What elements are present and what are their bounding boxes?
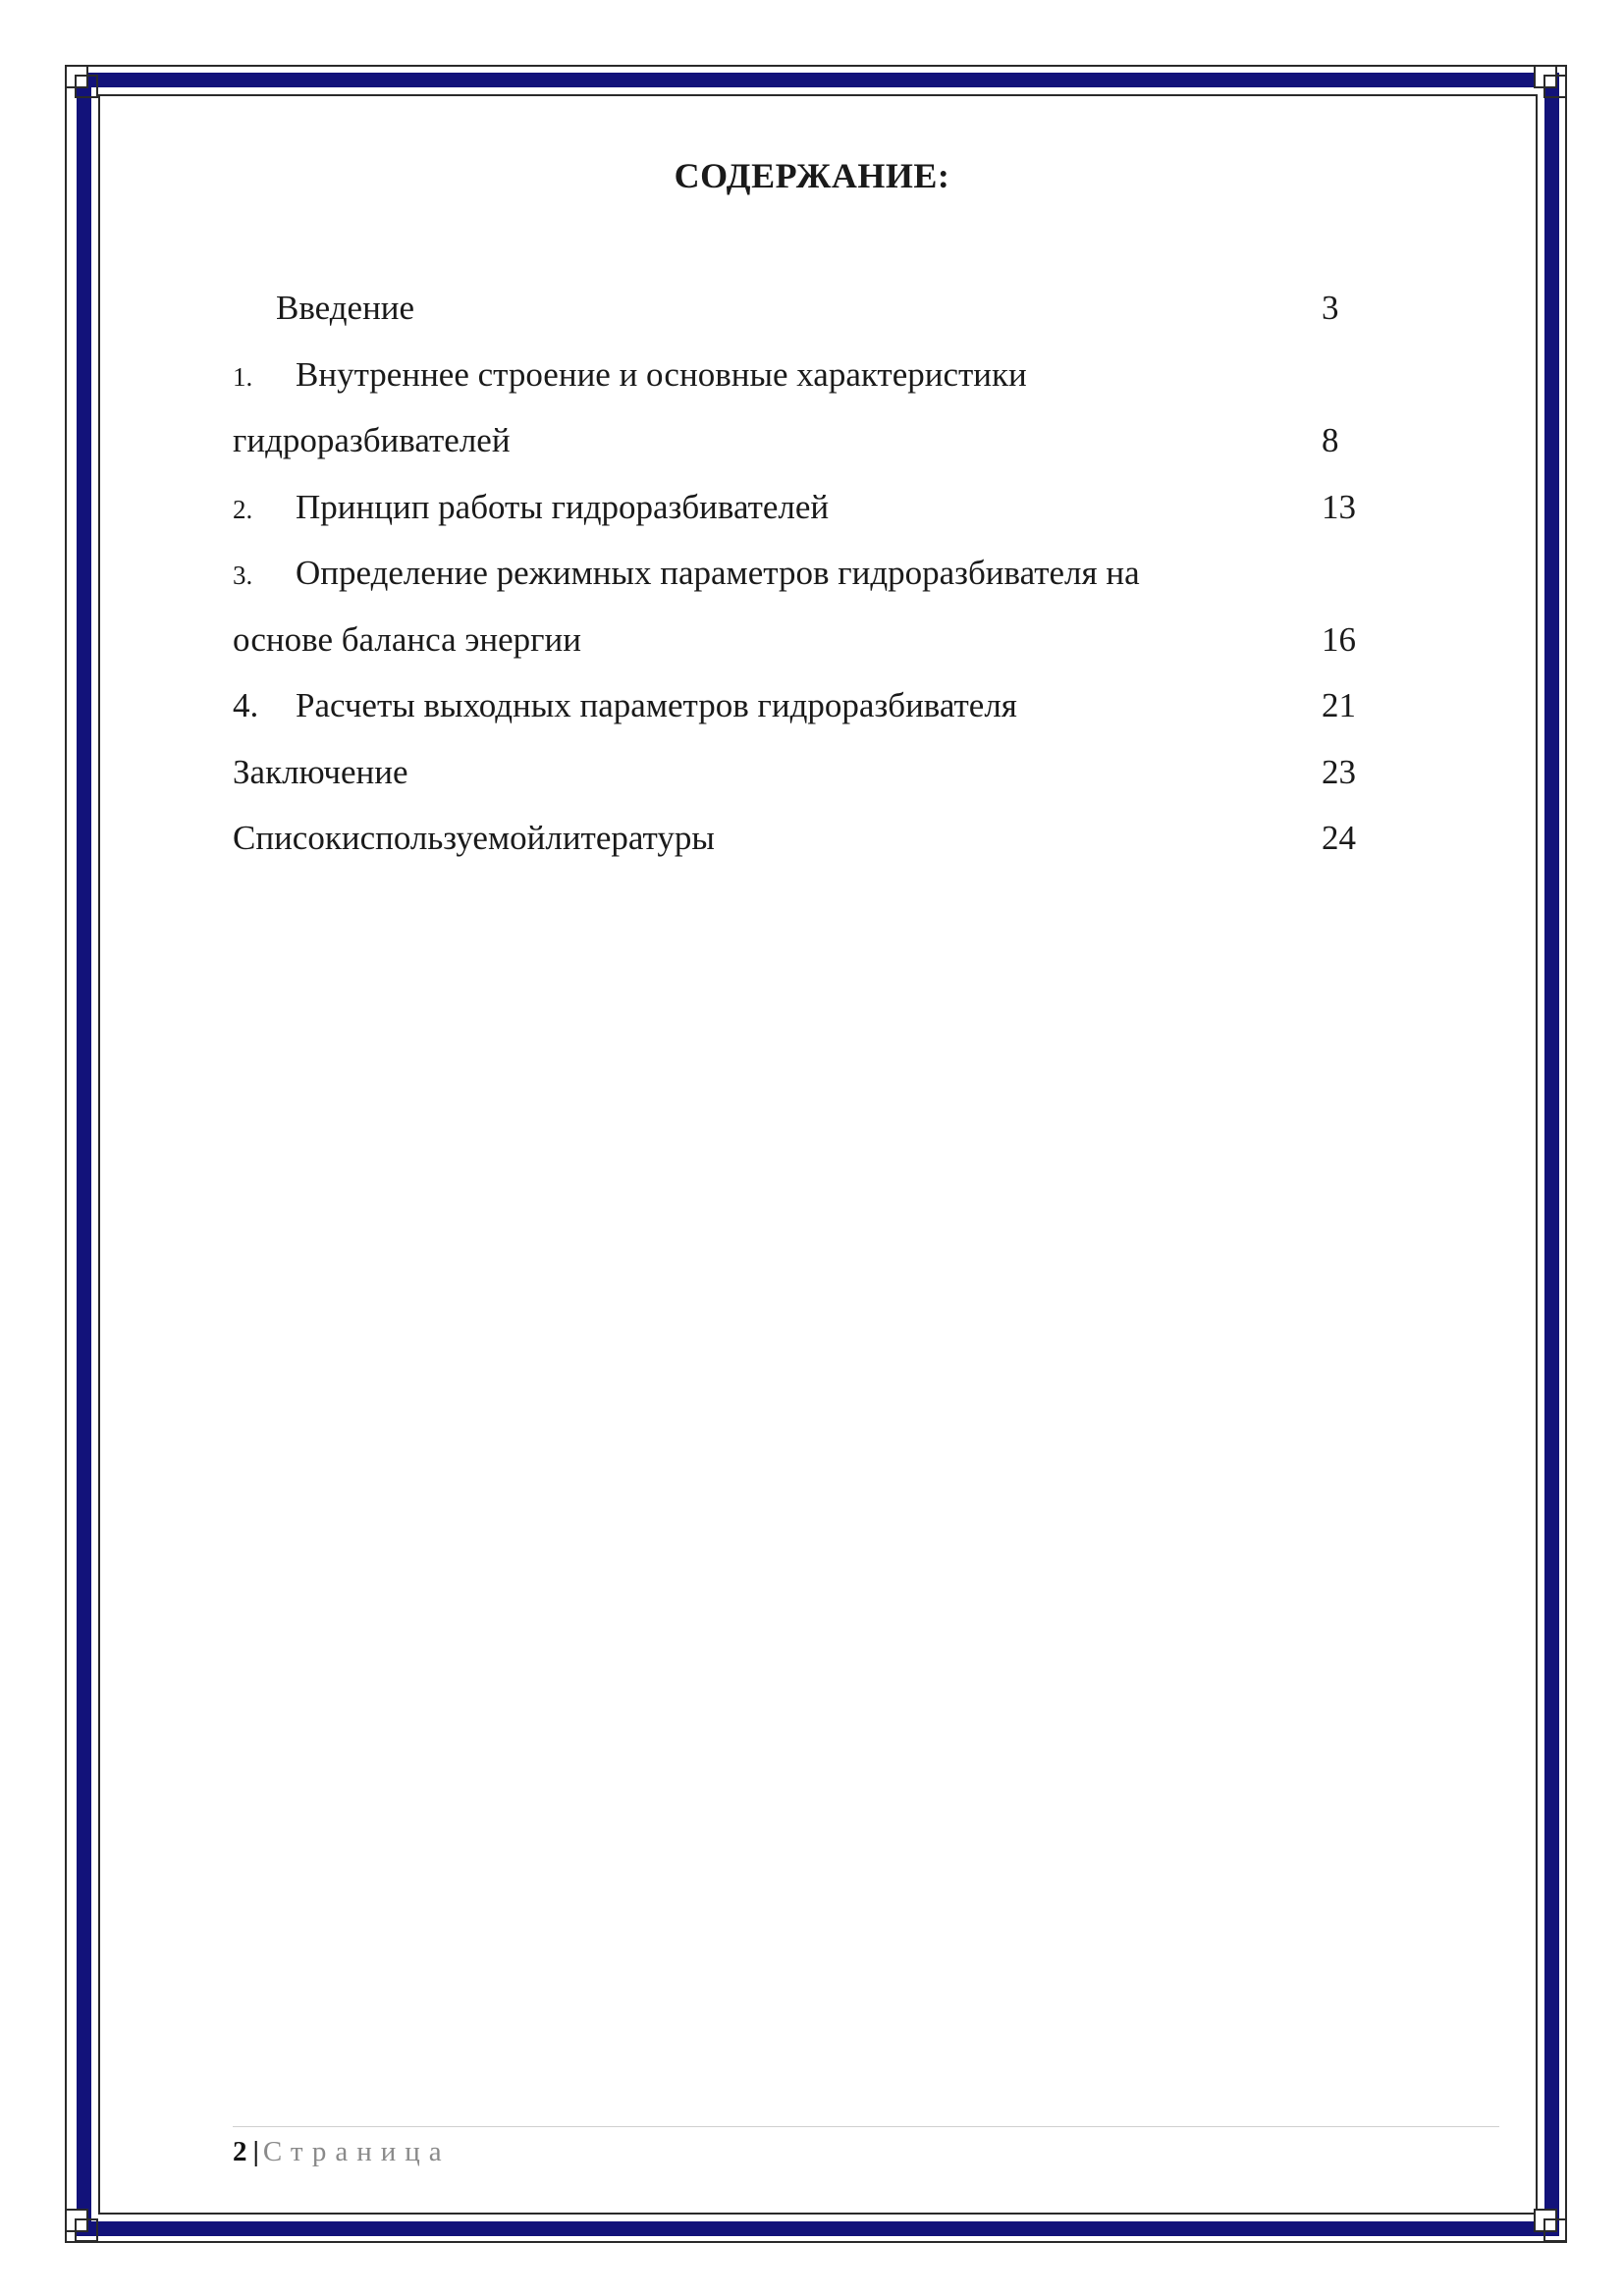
toc-entry-text: основе баланса энергии — [233, 620, 581, 659]
toc-page-number: 21 — [1322, 686, 1356, 724]
toc-entry-number: 3. — [233, 561, 253, 590]
page-title: СОДЕРЖАНИЕ: — [674, 156, 950, 195]
toc-page-number: 13 — [1322, 488, 1356, 526]
toc-entry-text: Определение режимных параметров гидроразбивателя на — [296, 554, 1140, 592]
toc-entry-1[interactable] — [233, 353, 1027, 399]
toc-entry-2[interactable] — [233, 486, 829, 531]
toc-entry-conclusion[interactable] — [233, 751, 408, 794]
toc-page-number: 16 — [1322, 620, 1356, 659]
toc-entry-text: Внутреннее строение и основные характеристики — [296, 355, 1027, 394]
footer-divider — [233, 2126, 1499, 2127]
toc-entry-text: гидроразбивателей — [233, 421, 511, 459]
page-footer — [233, 2132, 451, 2171]
footer-page-label: Страница — [262, 2136, 451, 2167]
footer-separator: | — [252, 2136, 259, 2167]
toc-entry-1-continuation[interactable] — [233, 419, 511, 462]
toc-entry-text: Заключение — [233, 753, 408, 791]
toc-entry-4[interactable] — [233, 684, 1017, 727]
toc-page-number: 3 — [1322, 289, 1339, 327]
toc-entry-number: 1. — [233, 362, 253, 392]
toc-entry-text: Списокиспользуемойлитературы — [233, 819, 715, 857]
toc-entry-3[interactable] — [233, 552, 1140, 597]
footer-page-number: 2 — [233, 2136, 247, 2167]
toc-entry-number: 4. — [233, 686, 259, 724]
toc-entry-text: Принцип работы гидроразбивателей — [296, 488, 830, 526]
toc-entry-introduction[interactable] — [276, 287, 414, 330]
toc-page-number: 23 — [1322, 753, 1356, 791]
toc-entry-text: Расчеты выходных параметров гидроразбивателя — [296, 686, 1017, 724]
toc-page-number: 24 — [1322, 819, 1356, 857]
toc-page-number: 8 — [1322, 421, 1339, 459]
toc-entry-3-continuation[interactable] — [233, 618, 581, 662]
toc-entry-number: 2. — [233, 495, 253, 524]
toc-entry-references[interactable] — [233, 817, 715, 860]
toc-entry-text: Введение — [276, 289, 415, 327]
